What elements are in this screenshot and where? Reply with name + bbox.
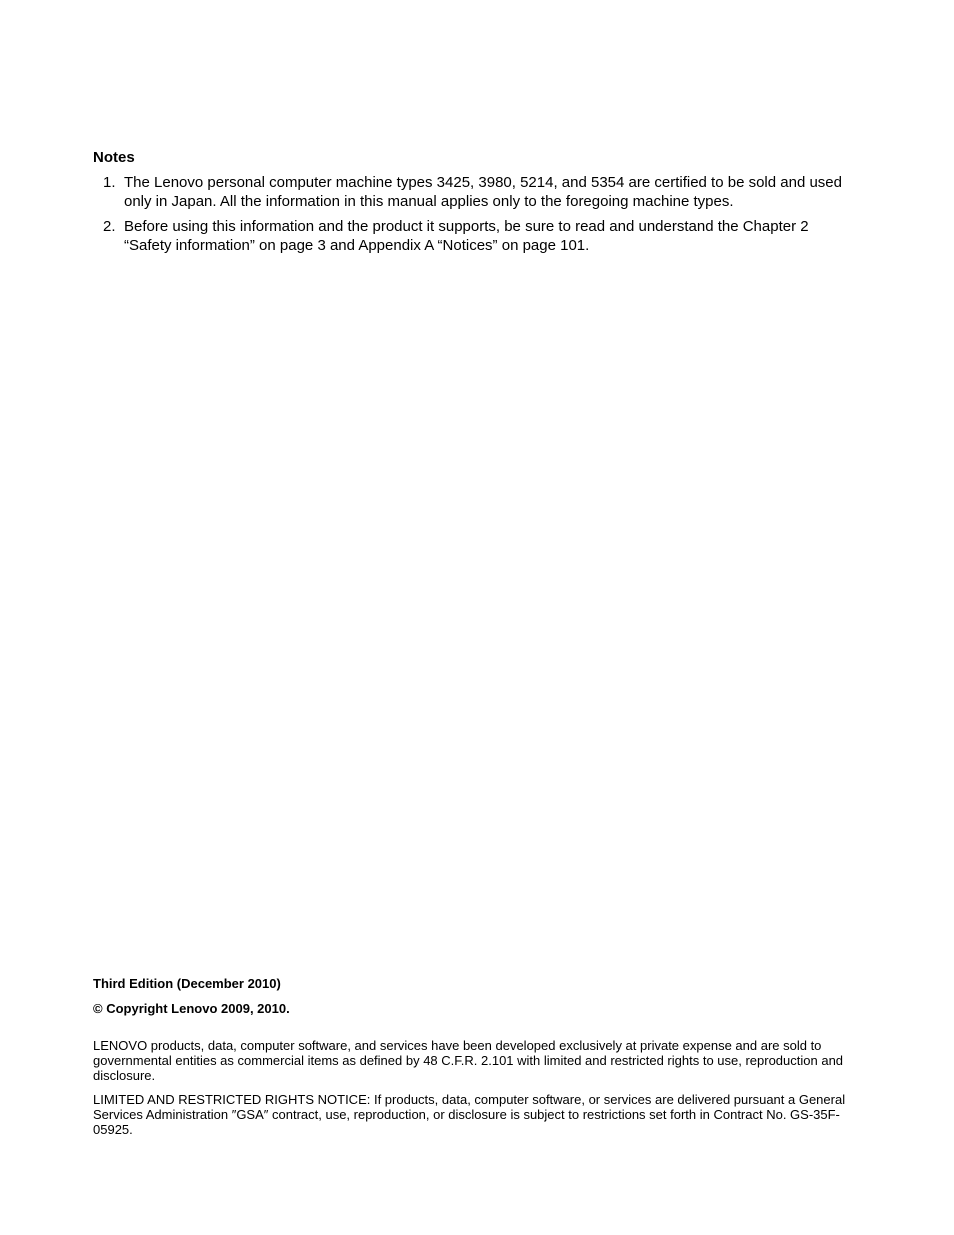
note-text: Before using this information and the product it supports, be sure to read and understand the Chapter 2 “Safety information” on page 3 and Appendix A “Notices” on page 101. — [124, 218, 809, 254]
legal-section — [93, 975, 853, 1146]
note-number: 2. — [103, 218, 116, 235]
note-text: The Lenovo personal computer machine types 3425, 3980, 5214, and 5354 are certified to be sold and used only in Japan. All the information in this manual applies only to the foregoing machine types. — [124, 174, 842, 210]
copyright-line: © Copyright Lenovo 2009, 2010. — [93, 1001, 290, 1016]
note-number: 1. — [103, 174, 116, 191]
notes-list — [93, 173, 853, 255]
notes-section — [93, 148, 853, 261]
edition-line: Third Edition (December 2010) — [93, 976, 281, 991]
note-item-2 — [93, 217, 853, 255]
rights-paragraph: LENOVO products, data, computer software, and services have been developed exclusively at private expense and are sold to governmental entities as commercial items as defined by 48 C.F.R. 2.101 with limited and restricted rights to use, reproduction and disclosure. — [93, 1038, 844, 1083]
restricted-rights-notice: LIMITED AND RESTRICTED RIGHTS NOTICE: If products, data, computer software, or services are delivered pursuant a General Services Administration ″GSA″ contract, use, reproduction, or disclosure is subject to restrictions set forth in Contract No. GS-35F-05925. — [93, 1092, 846, 1137]
note-item-1 — [93, 173, 853, 211]
notes-heading: Notes — [93, 149, 135, 166]
